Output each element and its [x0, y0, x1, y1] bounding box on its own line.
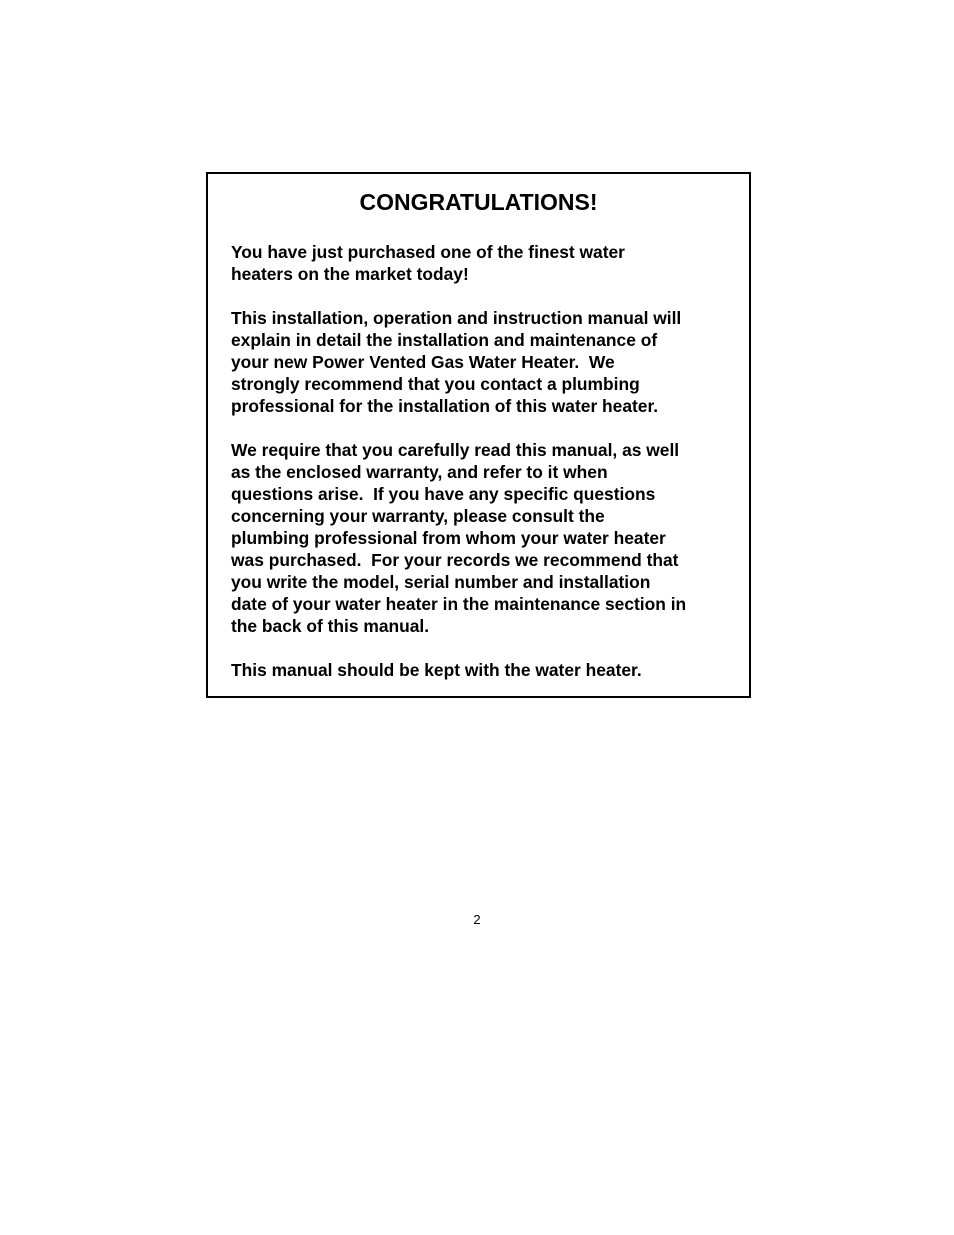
text-line: questions arise. If you have any specific questions — [231, 484, 656, 504]
warranty-paragraph — [231, 439, 731, 637]
text-line: date of your water heater in the maintenance section in — [231, 594, 687, 614]
text-line: as the enclosed warranty, and refer to it when — [231, 462, 608, 482]
manual-purpose-paragraph — [231, 307, 731, 417]
box-body — [231, 241, 731, 681]
text-line: professional for the installation of this water heater. — [231, 396, 659, 416]
text-line: was purchased. For your records we recommend that — [231, 550, 679, 570]
text-line: This manual should be kept with the water heater. — [231, 660, 642, 680]
text-line: You have just purchased one of the finest water — [231, 242, 625, 262]
text-line: We require that you carefully read this manual, as well — [231, 440, 680, 460]
text-line: This installation, operation and instruction manual will — [231, 308, 682, 328]
box-title: CONGRATULATIONS! — [359, 189, 598, 215]
keep-manual-paragraph — [231, 659, 731, 681]
text-line: concerning your warranty, please consult the — [231, 506, 605, 526]
page-number: 2 — [473, 912, 481, 927]
text-line: your new Power Vented Gas Water Heater. We — [231, 352, 615, 372]
congratulations-box — [206, 172, 751, 698]
text-line: explain in detail the installation and maintenance of — [231, 330, 658, 350]
text-line: the back of this manual. — [231, 616, 430, 636]
intro-paragraph — [231, 241, 731, 285]
text-line: heaters on the market today! — [231, 264, 469, 284]
text-line: you write the model, serial number and installation — [231, 572, 651, 592]
text-line: plumbing professional from whom your water heater — [231, 528, 666, 548]
text-line: strongly recommend that you contact a plumbing — [231, 374, 640, 394]
